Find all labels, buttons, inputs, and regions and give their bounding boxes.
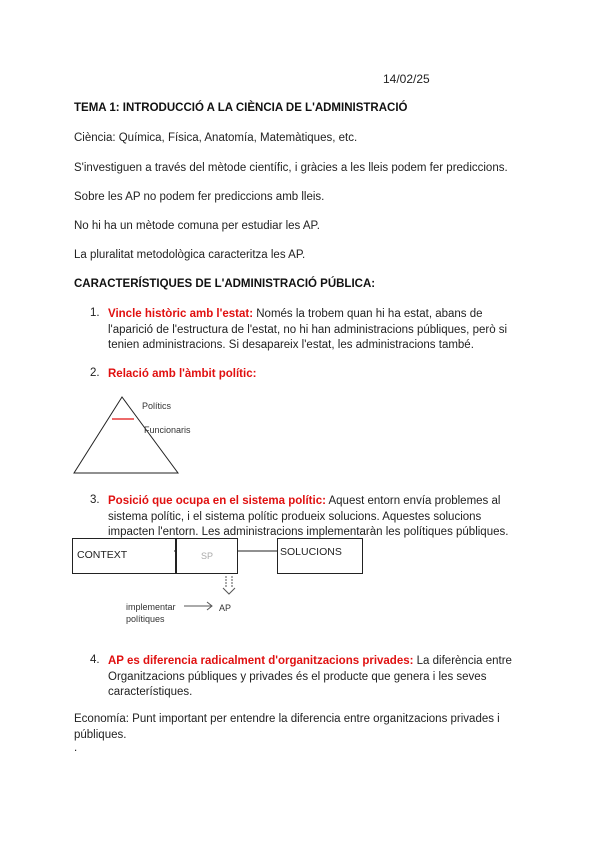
implement-label: implementar polítiques: [126, 602, 176, 624]
item-text: La diferència entre Organitzacions públiques y privades és el producte que genera i les seves característiques.: [108, 655, 512, 698]
page-title: TEMA 1: INTRODUCCIÓ A LA CIÈNCIA DE L'ADMINISTRACIÓ: [74, 102, 408, 114]
triangle-bottom-label: Funcionaris: [144, 425, 191, 435]
item-title: AP es diferencia radicalment d'organitzacions privades:: [108, 655, 414, 667]
item-4: [108, 654, 528, 701]
double-down-arrow-icon: [220, 576, 242, 596]
item-title: Vincle històric amb l'estat:: [108, 308, 254, 320]
intro-line-1: Ciència: Química, Física, Anatomía, Matemàtiques, etc.: [74, 132, 358, 144]
item-3: [108, 494, 528, 541]
solutions-box: [277, 538, 363, 574]
solutions-label: SOLUCIONS: [280, 546, 342, 558]
date: 14/02/25: [383, 72, 430, 86]
item-text: Aquest entorn envía problemes al sistema polític, i el sistema polític produeix solucions. Aquestes solucions impacten l'entorn. Les administracions implementaràn les polítiques públiques.: [108, 495, 509, 538]
item-number: 2.: [90, 367, 100, 379]
economy-note: Economía: Punt important per entendre la diferencia entre organitzacions privades i públiques.: [74, 713, 500, 741]
triangle-top-label: Polítics: [142, 401, 172, 411]
item-text: Només la trobem quan hi ha estat, abans de l'aparició de l'estructura de l'estat, no hi han administracions públiques, però si tenien administracions. Si desapareix l'estat, les administracions també.: [108, 308, 508, 351]
context-label: CONTEXT: [77, 549, 128, 561]
item-2: [108, 367, 528, 383]
intro-line-2: S'investiguen a través del mètode científic, i gràcies a les lleis podem fer prediccions.: [74, 162, 508, 174]
right-arrow-icon: [184, 601, 216, 611]
ap-label: AP: [219, 603, 232, 613]
intro-line-3: Sobre les AP no podem fer prediccions amb lleis.: [74, 191, 325, 203]
item-number: 4.: [90, 654, 100, 666]
item-title: Posició que ocupa en el sistema polític:: [108, 495, 326, 507]
sp-label: SP: [201, 551, 214, 561]
trailing-dot: .: [74, 742, 78, 754]
context-box: [72, 538, 176, 574]
item-number: 3.: [90, 494, 100, 506]
intro-line-4: No hi ha un mètode comuna per estudiar les AP.: [74, 220, 320, 232]
connector-line: [237, 550, 277, 552]
item-1: [108, 307, 528, 354]
sp-box: [176, 538, 238, 574]
item-number: 1.: [90, 307, 100, 319]
triangle-diagram: [70, 395, 210, 477]
item-title: Relació amb l'àmbit polític:: [108, 368, 257, 380]
section-title: CARACTERÍSTIQUES DE L'ADMINISTRACIÓ PÚBLICA:: [74, 278, 376, 290]
intro-line-5: La pluralitat metodològica caracteritza les AP.: [74, 249, 306, 261]
